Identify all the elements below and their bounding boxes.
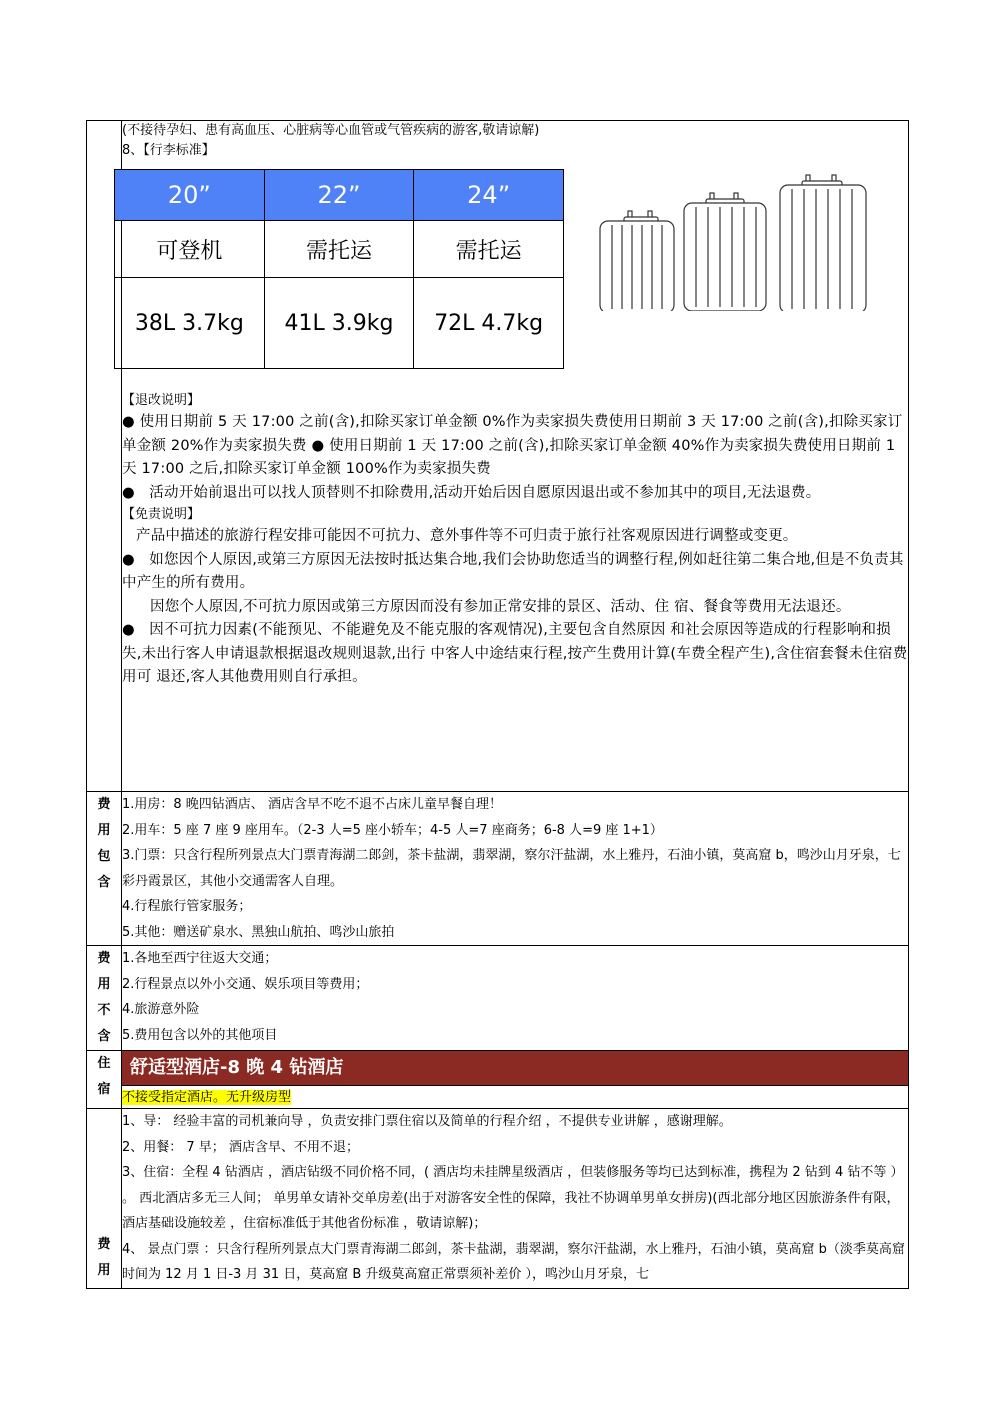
bullet: ● [122, 622, 135, 638]
disclaimer-paragraph-3: 因您个人原因,不可抗力原因或第三方原因而没有参加正常安排的景区、活动、住 宿、餐食等费用无法退还。 [150, 598, 851, 615]
luggage-status-20: 可登机 [115, 221, 265, 278]
refund-text-1: 使用日期前 5 天 17:00 之前(含),扣除买家订单金额 0%作为卖家损失费使用日期前 3 天 17:00 之前(含),扣除买家订单金额 20%作为卖家损失费 [122, 414, 903, 454]
hotel-note-row [87, 1086, 909, 1109]
label-char: 用 [97, 977, 111, 992]
hotel-note: 不接受指定酒店。无升级房型 [122, 1090, 292, 1105]
bullet: ● [122, 414, 135, 430]
label-char: 含 [97, 1029, 111, 1044]
label-char: 用 [97, 823, 111, 838]
luggage-table [114, 169, 564, 369]
refund-paragraph-1 [122, 411, 908, 482]
included-item: 2.用车：5 座 7 座 9 座用车。（2-3 人=5 座小轿车；4-5 人=7 座商务；6-8 人=9 座 1+1） [122, 822, 663, 838]
disclaimer-text-2: 如您因个人原因,或第三方原因无法按时抵达集合地,我们会协助您适当的调整行程,例如赶往第二集合地,但是不负责其中产生的所有费用。 [122, 551, 904, 591]
luggage-status-22: 需托运 [264, 221, 414, 278]
itinerary-table [86, 120, 909, 1289]
luggage-section [114, 161, 908, 381]
refund-text-1b: 使用日期前 1 天 17:00 之前(含),扣除买家订单金额 40%作为卖家损失费使用日期前 1 天 17:00 之后,扣除买家订单金额 100%作为卖家损失费 [122, 437, 896, 477]
excluded-label [87, 946, 122, 1051]
luggage-status-24: 需托运 [414, 221, 564, 278]
label-char: 宿 [97, 1082, 111, 1097]
excluded-item: 1.各地至西宁往返大交通； [122, 951, 278, 966]
hotel-row [87, 1051, 909, 1086]
disclaimer-text-4: 因不可抗力因素(不能预见、不能避免及不能克服的客观情况),主要包含自然原因 和社会原因等造成的行程影响和损失,未出行客人申请退款根据退改规则退款,出行 中客人中途结束行程,按产生费用计算(车费全程产生),含住宿套餐未住宿费用可 退还,客人其他费用则自行承担。 [122, 622, 908, 685]
disclaimer-heading: 【免责说明】 [122, 507, 201, 522]
included-item: 4.行程旅行管家服务； [122, 899, 252, 914]
document-page [86, 120, 909, 1289]
hotel-title: 舒适型酒店-8 晚 4 钻酒店 [122, 1051, 908, 1085]
disclaimer-paragraph-2 [122, 549, 908, 596]
label-char: 含 [97, 875, 111, 890]
notes-row [87, 121, 909, 792]
luggage-size-22: 22” [264, 170, 414, 221]
refund-text-2: 活动开始前退出可以找人顶替则不扣除费用,活动开始后因自愿原因退出或不参加其中的项目,无法退费。 [149, 484, 821, 501]
suitcase-illustration-icon [598, 171, 898, 311]
label-char: 包 [97, 849, 111, 864]
included-item: 1.用房：8 晚四钻酒店、 酒店含早不吃不退不占床儿童早餐自理！ [122, 797, 502, 812]
luggage-spec-22: 41L 3.9kg [264, 278, 414, 369]
luggage-spec-20: 38L 3.7kg [115, 278, 265, 369]
included-item: 3.门票：只含行程所列景点大门票青海湖二郎剑，茶卡盐湖，翡翠湖，察尔汗盐湖，水上雅丹，石油小镇，莫高窟 b，鸣沙山月牙泉，七彩丹霞景区，其他小交通需客人自理。 [122, 848, 901, 889]
fees-item: 4、 景点门票 ：只含行程所列景点大门票青海湖二郎剑，茶卡盐湖，翡翠湖，察尔汗盐湖，水上雅丹，石油小镇，莫高窟 b（淡季莫高窟时间为 12 月 1 日-3 月 31 日，莫高窟 B 升级莫高窟正常票须补差价 ），鸣沙山月牙泉，七 [122, 1241, 905, 1282]
excluded-item: 2.行程景点以外小交通、娱乐项目等费用； [122, 976, 369, 992]
fees-row [87, 1109, 909, 1289]
excluded-item: 5.费用包含以外的其他项目 [122, 1027, 278, 1043]
fees-label [87, 1109, 122, 1289]
disclaimer-paragraph-4 [122, 619, 908, 690]
refund-heading: 【退改说明】 [122, 393, 201, 408]
hotel-note-cell [122, 1086, 909, 1109]
label-char: 不 [97, 1003, 111, 1018]
refund-paragraph-2 [122, 482, 908, 506]
disclaimer-paragraph-1: 产品中描述的旅游行程安排可能因不可抗力、意外事件等不可归责于旅行社客观原因进行调整或变更。 [136, 528, 798, 544]
bullet: ● [122, 484, 135, 501]
hotel-label [87, 1051, 122, 1109]
included-cell [122, 792, 909, 946]
label-char: 住 [97, 1056, 111, 1071]
notes-cell [122, 121, 909, 792]
excluded-cell [122, 946, 909, 1051]
excluded-row [87, 946, 909, 1051]
fees-item: 3、住宿：全程 4 钻酒店 ，酒店钻级不同价格不同，( 酒店均未挂牌星级酒店 ，但装修服务等均已达到标准，携程为 2 钻到 4 钻不等 ） 。 西北酒店多无三人间； 单男单女请补交单房差(出于对游客安全性的保障，我社不协调单男单女拼房)(西北部分地区因旅游条件有限，酒店基础设施较差 ，住宿标准低于其他省份标准 ，敬请谅解)； [122, 1165, 904, 1231]
fees-item: 1、导： 经验丰富的司机兼向导 ，负责安排门票住宿以及简单的行程介绍 ，不提供专业讲解 ，感谢理解。 [122, 1114, 732, 1129]
luggage-size-20: 20” [115, 170, 265, 221]
health-notice: (不接待孕妇、患有高血压、心脏病等心血管或气管疾病的游客,敬请谅解) [122, 123, 540, 138]
excluded-item: 4.旅游意外险 [122, 1002, 200, 1017]
luggage-spec-24: 72L 4.7kg [414, 278, 564, 369]
hotel-title-cell [122, 1051, 909, 1086]
label-char: 费 [97, 1236, 111, 1252]
bullet: ● [311, 437, 325, 454]
luggage-size-24: 24” [414, 170, 564, 221]
luggage-heading: 8、【行李标准】 [122, 143, 215, 158]
included-item: 5.其他：赠送矿泉水、黑独山航拍、鸣沙山旅拍 [122, 924, 395, 940]
label-char: 用 [97, 1262, 111, 1278]
included-label [87, 792, 122, 946]
label-char: 费 [97, 797, 111, 812]
fees-item: 2、用餐： 7 早； 酒店含早、不用不退； [122, 1139, 359, 1155]
included-row [87, 792, 909, 946]
label-char: 费 [97, 951, 111, 966]
fees-cell [122, 1109, 909, 1289]
bullet: ● [122, 551, 135, 568]
